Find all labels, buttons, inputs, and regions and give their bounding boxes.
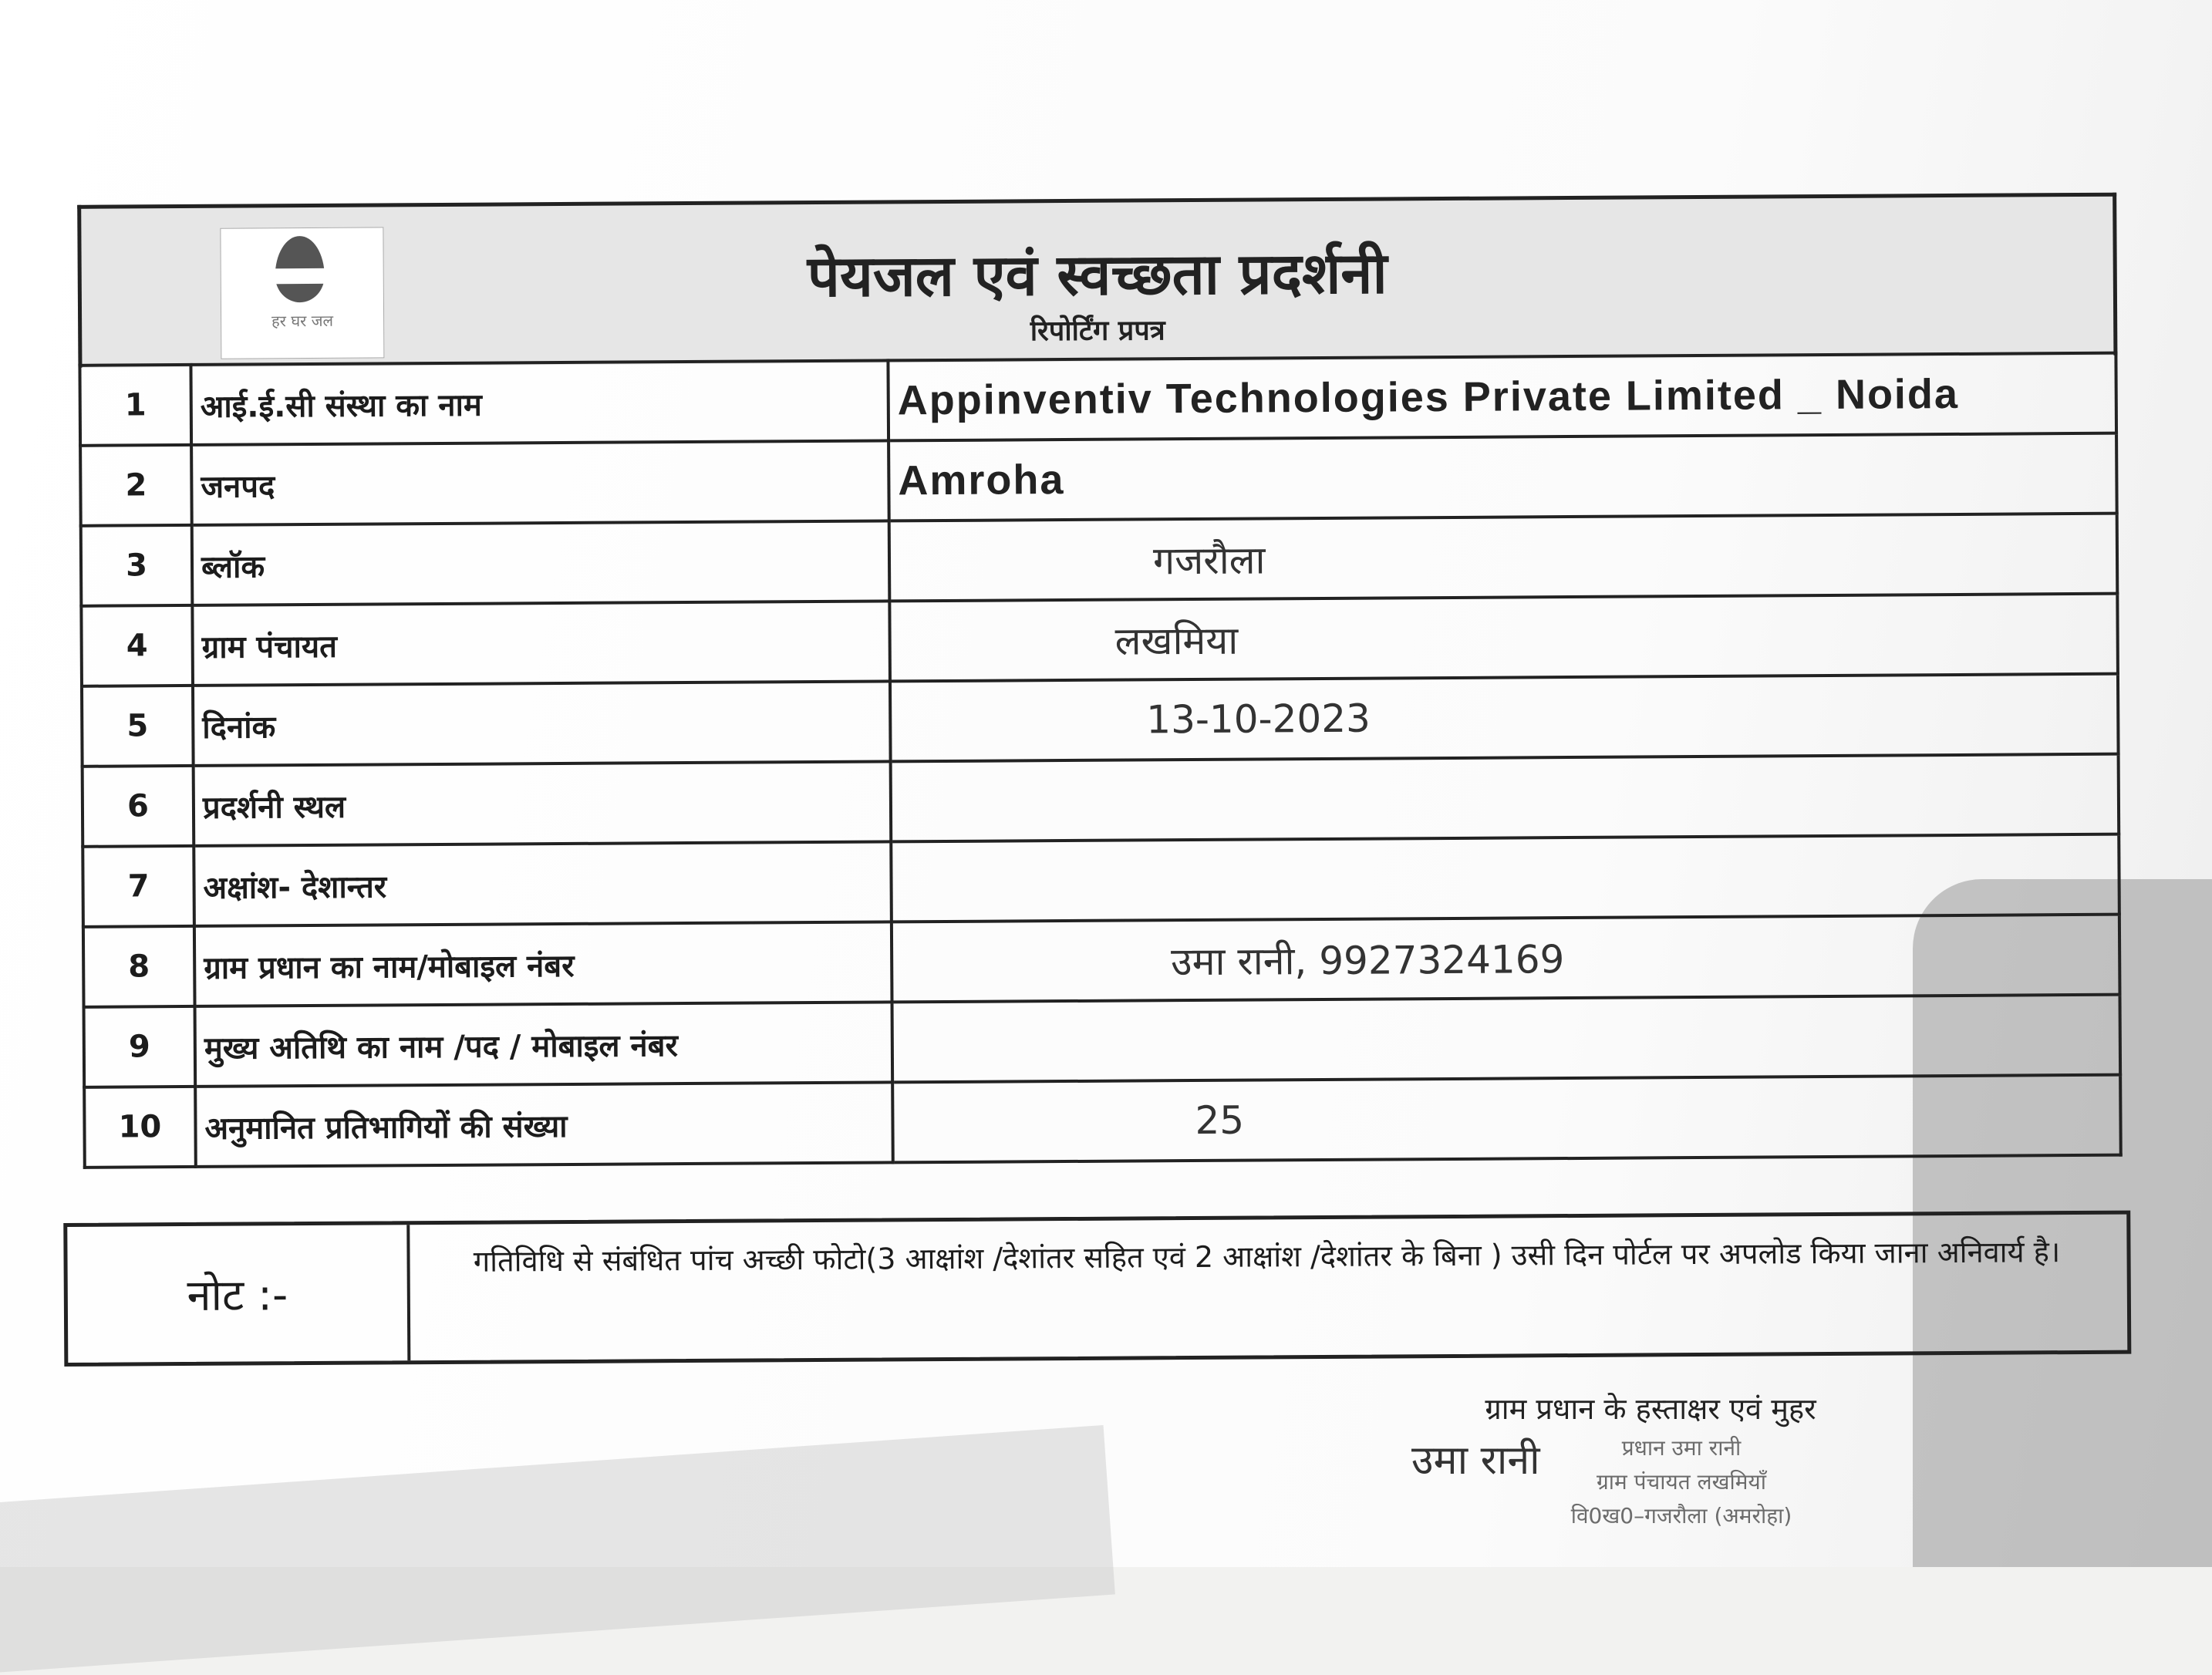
typed-value: Appinventiv Technologies Private Limited _ Noida [898,371,1960,423]
logo-text: हर घर जल [221,311,383,330]
row-value [889,514,2118,602]
table-row [82,674,2119,767]
row-value [892,995,2121,1083]
stamp-line: प्रधान उमा रानी [1535,1431,1828,1465]
row-number: 10 [84,1087,196,1168]
row-number: 1 [79,365,191,446]
row-value [889,433,2117,521]
handwritten-value: गजरौला [1153,538,1266,583]
signature-caption: ग्राम प्रधान के हस्ताक्षर एवं मुहर [1419,1388,1882,1428]
table-row [84,995,2121,1087]
table-row [83,834,2119,927]
form-header [77,193,2117,368]
row-label: ग्राम प्रधान का नाम/मोबाइल नंबर [194,922,892,1006]
stamp-line: वि0ख0–गजरौला (अमरोहा) [1535,1499,1828,1533]
reporting-form [57,170,2119,1208]
form-subtitle: रिपोर्टिंग प्रपत्र [82,305,2113,355]
row-number: 4 [81,605,193,686]
row-label: मुख्य अतिथि का नाम /पद / मोबाइल नंबर [195,1002,893,1087]
row-number: 9 [84,1006,196,1087]
row-value [892,1075,2121,1163]
row-number: 8 [83,926,195,1007]
handwritten-value: 25 [1195,1098,1244,1143]
official-stamp [1535,1431,1828,1533]
form-title: पेयजल एवं स्वच्छता प्रदर्शनी [81,227,2113,318]
handwritten-value: उमा रानी, 9927324169 [1171,937,1565,984]
row-number: 3 [81,525,193,606]
table-row [80,433,2117,526]
row-value [889,594,2118,682]
row-value [891,754,2119,842]
table-row [81,594,2118,686]
handwritten-signature: उमा रानी [1411,1431,1540,1486]
row-value [888,353,2116,441]
row-label: दिनांक [193,681,891,766]
note-text: गतिविधि से संबंधित पांच अच्छी फोटो(3 आक्षांश /देशांतर सहित एवं 2 आक्षांश /देशांतर के बिना ) उसी दिन पोर्टल पर अपलोड किया जाना अनिवार्य है। [422,1228,2111,1285]
note-box [63,1211,2131,1367]
row-value [891,834,2119,922]
row-value [892,915,2120,1003]
row-number: 6 [83,766,194,847]
table-row [83,754,2119,847]
note-label: नोट :- [67,1225,410,1363]
table-row [81,514,2118,606]
handwritten-value: लखमिया [1114,618,1238,664]
table-row [79,353,2116,446]
typed-value: Amroha [898,457,1064,504]
row-label: प्रदर्शनी स्थल [194,761,892,846]
stamp-line: ग्राम पंचायत लखमियाँ [1535,1465,1828,1499]
pradhan-signature-block [1419,1388,1882,1428]
row-label: ब्लॉक [192,521,890,605]
row-label: अक्षांश- देशान्तर [194,841,892,926]
row-label: जनपद [191,440,889,525]
handwritten-value: 13-10-2023 [1146,696,1371,743]
row-label: अनुमानित प्रतिभागियों की संख्या [195,1082,893,1167]
report-table [78,352,2122,1169]
row-value [890,674,2119,762]
row-label: आई.ई.सी संस्था का नाम [191,360,889,445]
row-number: 2 [80,445,192,526]
table-row [84,1075,2121,1168]
row-number: 5 [82,686,194,767]
row-label: ग्राम पंचायत [192,601,890,686]
table-row [83,915,2120,1007]
row-number: 7 [83,846,194,927]
